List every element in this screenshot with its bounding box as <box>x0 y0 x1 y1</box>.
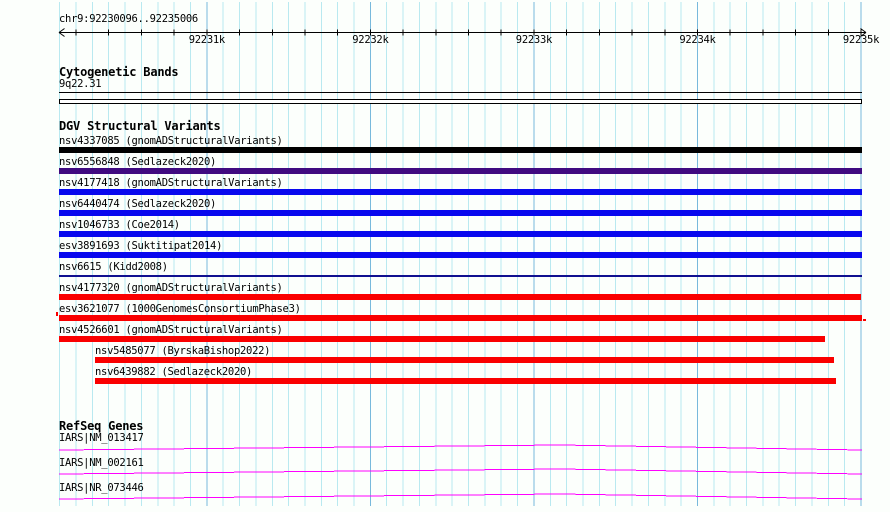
variant-label[interactable]: nsv4177418 (gnomADStructuralVariants) <box>59 177 283 189</box>
variant-label[interactable]: nsv1046733 (Coe2014) <box>59 219 180 231</box>
cytoband-label: 9q22.31 <box>59 78 102 90</box>
ruler-tick-label: 92234k <box>679 34 716 46</box>
variant-label[interactable]: nsv6615 (Kidd2008) <box>59 261 168 273</box>
variant-label[interactable]: esv3621077 (1000GenomesConsortiumPhase3) <box>59 303 301 315</box>
variant-label[interactable]: nsv6439882 (Sedlazeck2020) <box>95 366 253 378</box>
ruler-tick-label: 92231k <box>188 34 225 46</box>
ruler-tick-label: 92232k <box>352 34 389 46</box>
region-coordinates: chr9:92230096..92235006 <box>59 13 198 25</box>
variant-label[interactable]: esv3891693 (Suktitipat2014) <box>59 240 223 252</box>
gene-model-line[interactable] <box>59 494 862 499</box>
variant-label[interactable]: nsv6556848 (Sedlazeck2020) <box>59 156 217 168</box>
gene-label[interactable]: IARS|NM_013417 <box>59 432 144 444</box>
gene-label[interactable]: IARS|NR_073446 <box>59 482 144 494</box>
dgv-track-header: DGV Structural Variants <box>59 119 221 133</box>
cytogenetic-bands-header: Cytogenetic Bands <box>59 65 179 79</box>
ruler-tick-label: 92233k <box>515 34 553 46</box>
variant-label[interactable]: nsv4526601 (gnomADStructuralVariants) <box>59 324 283 336</box>
refseq-track-header: RefSeq Genes <box>59 419 144 433</box>
variant-label[interactable]: nsv4337085 (gnomADStructuralVariants) <box>59 135 283 147</box>
gene-label[interactable]: IARS|NM_002161 <box>59 457 144 469</box>
variant-label[interactable]: nsv6440474 (Sedlazeck2020) <box>59 198 217 210</box>
variant-label[interactable]: nsv4177320 (gnomADStructuralVariants) <box>59 282 283 294</box>
variant-label[interactable]: nsv5485077 (ByrskaBishop2022) <box>95 345 271 357</box>
ruler-tick-label: 92235k <box>842 34 880 46</box>
gene-model-line[interactable] <box>59 469 862 474</box>
gene-model-line[interactable] <box>59 445 862 450</box>
